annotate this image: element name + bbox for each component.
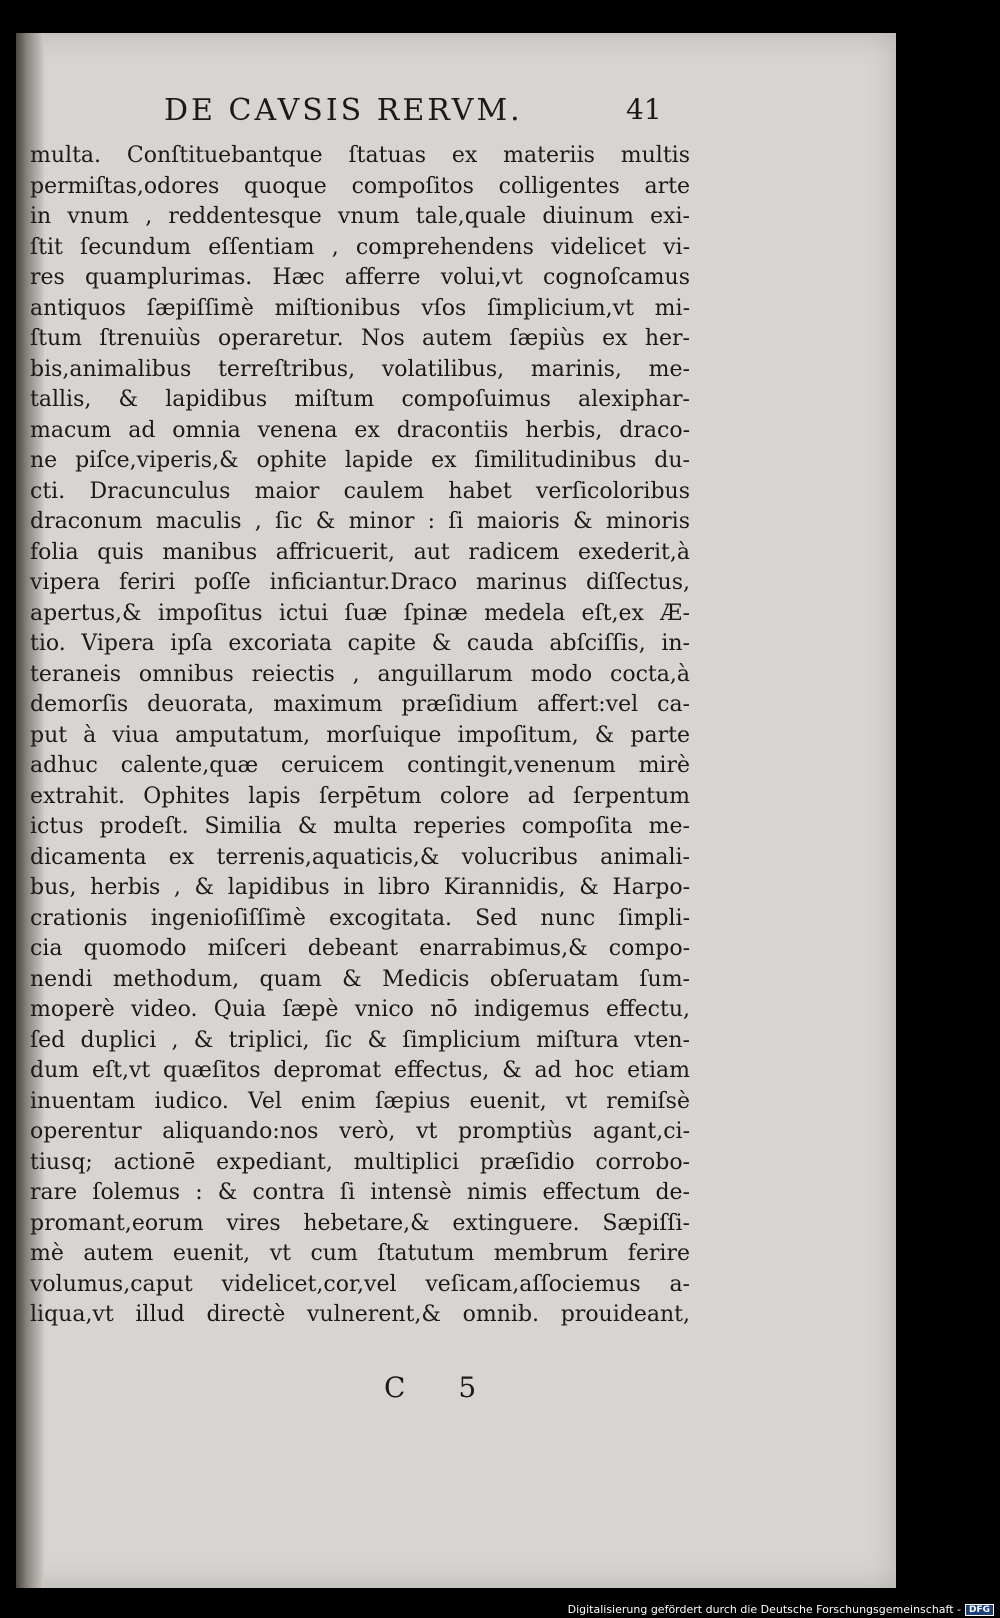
text-line: antiquos ſæpiſſimè miſtionibus vſos ſimplicium,vt mi- [30, 295, 690, 321]
text-line: in vnum , reddentesque vnum tale,quale diuinum exi- [30, 204, 690, 229]
text-line: liqua,vt illud directè vulnerent,& omnib. prouideant, [30, 1302, 690, 1327]
text-line: mè autem euenit, vt cum ſtatutum membrum ferire [30, 1241, 690, 1266]
body-text [30, 141, 690, 1331]
text-line: extrahit. Ophites lapis ſerpētum colore ad ſerpentum [30, 783, 690, 809]
text-line: ſtum ſtrenuiùs operaretur. Nos autem ſæpiùs ex her- [30, 326, 690, 351]
text-line: ictus prodeſt. Similia & multa reperies compoſita me- [30, 814, 690, 839]
text-line: put à viua amputatum, morſuique impoſitum, & parte [30, 722, 690, 748]
text-line: draconum maculis , ſic & minor : ſi maioris & minoris [30, 509, 690, 534]
text-line: bis,animalibus terreſtribus, volatilibus, marinis, me- [30, 356, 690, 382]
text-line: cti. Dracunculus maior caulem habet verſicoloribus [30, 478, 690, 504]
text-line: dum eſt,vt quæſitos depromat effectus, & ad hoc etiam [30, 1058, 690, 1083]
book-page [16, 33, 896, 1588]
text-line: inuentam iudico. Vel enim ſæpius euenit, vt remiſsè [30, 1088, 690, 1114]
text-line: operentur aliquando:nos verò, vt promptiùs agant,ci- [30, 1119, 690, 1144]
dfg-logo: DFG [965, 1604, 994, 1616]
text-line: multa. Conſtituebantque ſtatuas ex materiis multis [30, 143, 690, 168]
text-line: adhuc calente,quæ ceruicem contingit,venenum mirè [30, 753, 690, 778]
footer-credit-text: Digitalisierung gefördert durch die Deutsche Forschungsgemeinschaft - [567, 1603, 961, 1616]
text-line: ſed duplici , & triplici, ſic & ſimplicium miſtura vten- [30, 1027, 690, 1053]
text-line: vipera feriri poſſe inficiantur.Draco marinus diſſectus, [30, 570, 690, 595]
text-line: moperè video. Quia ſæpè vnico nō indigemus effectu, [30, 997, 690, 1022]
text-line: demorſis deuorata, maximum præſidium affert:vel ca- [30, 692, 690, 717]
text-line: volumus,caput videlicet,cor,vel veſicam,aſſociemus a- [30, 1271, 690, 1297]
running-head: DE CAVSIS RERVM. [164, 93, 523, 128]
text-line: ne piſce,viperis,& ophite lapide ex ſimilitudinibus du- [30, 448, 690, 473]
text-line: promant,eorum vires hebetare,& extinguere. Sæpiſſi- [30, 1210, 690, 1236]
signature-mark: C 5 [384, 1371, 499, 1404]
text-line: nendi methodum, quam & Medicis obſeruatam ſum- [30, 966, 690, 992]
text-line: macum ad omnia venena ex dracontiis herbis, draco- [30, 417, 690, 443]
text-line: folia quis manibus affricuerit, aut radicem exederit,à [30, 539, 690, 565]
footer-credit [568, 1603, 994, 1616]
text-line: res quamplurimas. Hæc afferre volui,vt cognoſcamus [30, 265, 690, 290]
text-line: permiſtas,odores quoque compoſitos colligentes arte [30, 173, 690, 199]
text-line: tiusq; actionē expediant, multiplici præſidio corrobo- [30, 1149, 690, 1175]
text-line: teraneis omnibus reiectis , anguillarum modo cocta,à [30, 661, 690, 687]
text-line: apertus,& impoſitus ictui ſuæ ſpinæ medela eſt,ex Æ- [30, 600, 690, 626]
text-line: cia quomodo miſceri debeant enarrabimus,& compo- [30, 936, 690, 961]
text-line: ſtit ſecundum eſſentiam , comprehendens videlicet vi- [30, 234, 690, 260]
text-line: dicamenta ex terrenis,aquaticis,& volucribus animali- [30, 844, 690, 870]
text-line: rare ſolemus : & contra ſi intensè nimis effectum de- [30, 1180, 690, 1205]
text-line: crationis ingenioſiſſimè excogitata. Sed nunc ſimpli- [30, 905, 690, 931]
text-line: tio. Vipera ipſa excoriata capite & cauda abſciſſis, in- [30, 631, 690, 656]
text-line: bus, herbis , & lapidibus in libro Kirannidis, & Harpo- [30, 875, 690, 900]
page-number: 41 [626, 93, 662, 126]
text-line: tallis, & lapidibus miſtum compoſuimus alexiphar- [30, 387, 690, 412]
